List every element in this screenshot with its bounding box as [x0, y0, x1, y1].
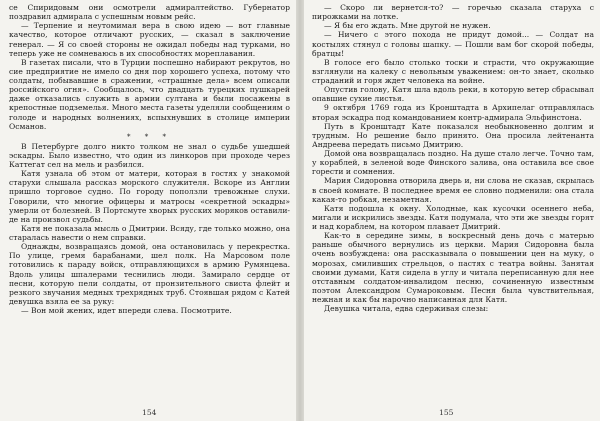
paragraph: Путь в Кронштадт Кате показался необыкновенно долгим и трудным. Но решение было принято. Она просила лейтенанта Андреева передать письмо Дмитрию. — [312, 121, 594, 149]
paragraph: Мария Сидоровна отворила дверь и, ни слова не сказав, скрылась в своей комнате. В последнее время ее словно подменили: она стала какая-то робкая, незаметная. — [312, 176, 594, 204]
paragraph: Катя подошла к окну. Холодные, как кусочки осеннего неба, мигали и искрились звезды. Катя подумала, что эти же звезды горят и над кораблем, на котором плавает Дмитрий. — [312, 203, 594, 231]
paragraph: се Спиридовым они осмотрели адмиралтейство. Губернатор поздравил адмирала с успешным новым рейс. — [9, 3, 290, 22]
right-page-text — [312, 3, 594, 313]
paragraph: Катя не показала мысль о Дмитрии. Всяду, где только можно, она старалась навести о нем справки. — [9, 223, 290, 242]
paragraph: Опустив голову, Катя шла вдоль реки, в которую ветер сбрасывал опавшие сухие листья. — [312, 85, 594, 104]
paragraph: В Петербурге долго никто толком не знал о судьбе ушедшей эскадры. Было известно, что один из линкоров при проходе через Каттегат сел на мель и разбился. — [9, 141, 290, 169]
paragraph: Однажды, возвращаясь домой, она остановилась у перекрестка. По улице, гремя барабанами, шел полк. На Марсовом поле готовились к параду войск, отправляющихся в армию Румянцева. Вдоль улицы шпалерами теснились люди. Замирало сердце от песни, которую пели солдаты, от пронзительного свиста флейт и резкого звучания медных трехрядных труб. Стоявшая рядом с Катей девушка взяла ее за руку: — [9, 242, 290, 306]
paragraph: Как-то в середине зимы, в воскресный день дочь с матерью раньше обычного вернулись из церкви. Мария Сидоровна была очень возбуждена: она рассказывала о повышении цен на муку, о морозах, смиливших стрельцов, о пастях с театра войны. Занятая своими думами, Катя сидела в углу и читала переписанную для нее отставным солдатом-инвалидом песню, сочиненную известным поэтом Александром Сумароковым. Песня была чувствительная, нежная и как бы нарочно написанная для Катя. — [312, 231, 594, 304]
paragraph: — Вон мой жених, идет впереди слева. Посмотрите. — [21, 306, 232, 315]
paragraph: — Терпение и неутомимая вера в свою идею — вот главные качество, которое отличают русских, — сказал в заключение генерал. — Я со своей стороны не ожидал победы над турками, но теперь уже не сомневаюсь в их способностях мореплавания. — [9, 21, 290, 58]
paragraph: В газетах писали, что в Турции поспешно набирают рекрутов, но сие предприятие не имело со дня пор хорошего успеха, потому что солдаты, побывавшие в сражении, «страшные дела» всем описали российского огня». Сообщалось, что двадцать турецких пушкарей даже отказались служить в армии султана и были посажены в крепостные подземелья. Много места газеты уделяли сообщениям о голоде и народных волнениях, вспыхнувших в столице империи Османов. — [9, 57, 290, 131]
left-page-text — [9, 3, 290, 315]
paragraph: — Я бы его ждать. Мне другой не нужен. — [324, 21, 491, 31]
section-separator: * * * — [127, 132, 172, 141]
paragraph: — Скоро ли вернется-то? — горечью сказала старуха с пирожками на лотке. — [312, 3, 594, 22]
page-number: 155 — [439, 408, 454, 417]
paragraph: 9 октября 1769 года из Кронштадта в Архипелаг отправлялась вторая эскадра под командованием контр-адмирала Эльфинстона. — [312, 103, 594, 122]
paragraph: В голосе его было столько тоски и страсти, что окружающие взглянули на калеку с невольным уважением: он-то знает, сколько страданий и горя ждет человека на войне. — [312, 57, 594, 85]
left-page — [0, 0, 296, 421]
paragraph: Девушка читала, едва сдерживая слезы: — [324, 304, 489, 314]
paragraph: Катя узнала об этом от матери, которая в гостях у знакомой старухи слышала рассказ морского служителя. Вскоре из Англии пришло торговое судно. По городу поползли тревожные слухи. Говорили, что многие офицеры и матросы «секретной эскадры» умерли от болезней. В Портсмуте хворых русских моряков оставили-де на произвол судьбы. — [9, 169, 290, 224]
page-number: 154 — [142, 408, 157, 417]
paragraph: — Ничего с этого похода не придут домой... — Солдат на костылях стянул с головы шапку. — Пошли вам бог скорой победы, братцы! — [312, 30, 594, 58]
paragraph: Домой она возвращалась поздно. На душе стало легче. Точно там, у кораблей, в зеленой воде Финского залива, она оставила все свое горести и сомнения. — [312, 149, 594, 177]
book-gutter — [296, 0, 304, 421]
right-page — [304, 0, 600, 421]
